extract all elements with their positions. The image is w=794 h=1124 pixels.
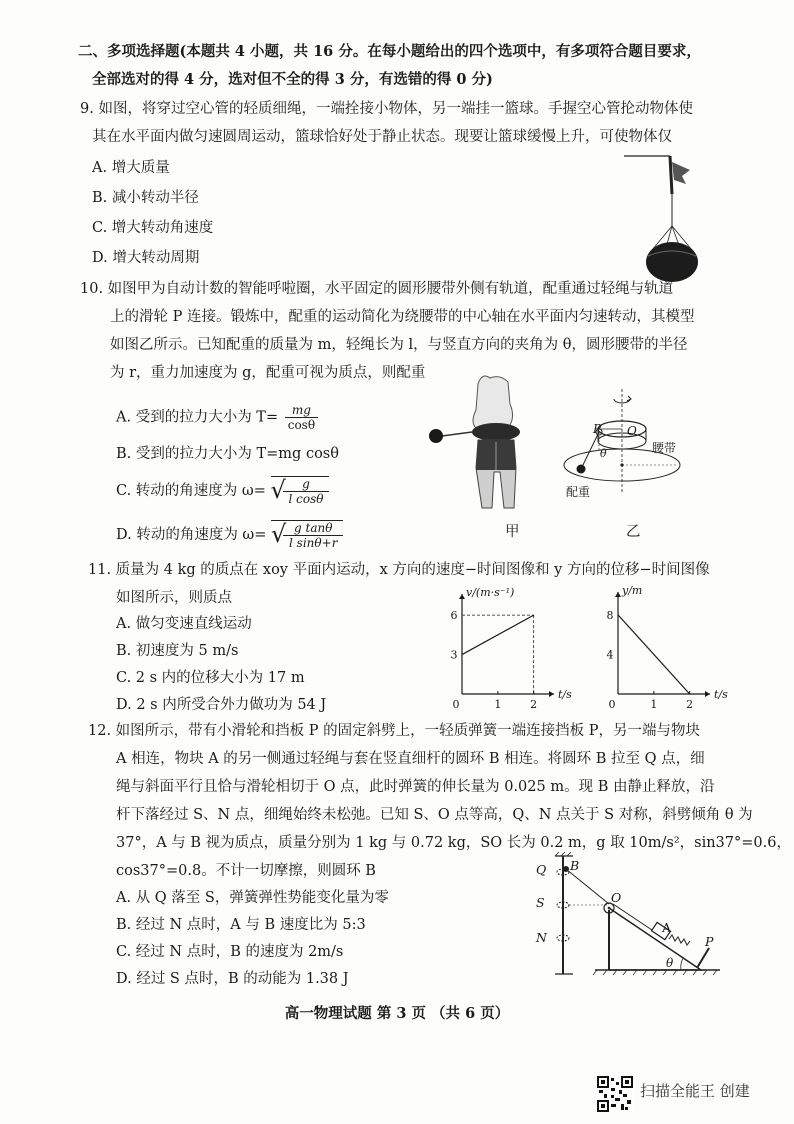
q12-stem-line5: 37°，A 与 B 视为质点，质量分别为 1 kg 与 0.72 kg，SO 长为 0.2 m，g 取 10m/s²，sin37°=0.6， [116, 835, 791, 851]
q10-figure-jia [420, 370, 540, 518]
q12-label-a: A [662, 920, 672, 935]
y-axis-label: y/m [622, 586, 643, 597]
q10-option-b: B. 受到的拉力大小为 T=mg cosθ [116, 446, 339, 462]
x-tick-label: 1 [494, 698, 502, 711]
q11-vt-chart [440, 586, 580, 714]
q11-option-c: C. 2 s 内的位移大小为 17 m [116, 670, 305, 686]
page-footer: 高一物理试题 第 3 页 （共 6 页） [284, 1005, 510, 1022]
q10-label-belt: 腰带 [652, 441, 677, 455]
x-tick-label: 2 [530, 698, 538, 711]
section-heading-line1: 二、多项选择题(本题共 4 小题，共 16 分。在每小题给出的四个选项中，有多项符合题目要求， [78, 43, 701, 60]
q12-label-q: Q [536, 862, 547, 877]
q10-a-numerator: mg [285, 403, 318, 418]
q9-option-a: A. 增大质量 [92, 160, 170, 176]
q11-option-b: B. 初速度为 5 m/s [116, 643, 239, 659]
q10-option-a [116, 403, 318, 432]
q9-stem-line2: 其在水平面内做匀速圆周运动，篮球恰好处于静止状态。现要让篮球缓慢上升，可使物体仅 [92, 129, 672, 145]
q10-d-denominator: l sinθ+r [289, 536, 338, 550]
q10-label-p: P [593, 422, 602, 436]
x-tick-label: 0 [608, 698, 616, 711]
q12-option-d: D. 经过 S 点时，B 的动能为 1.38 J [116, 971, 349, 987]
q10-a-denominator: cosθ [287, 418, 316, 432]
x-axis-label: t/s [558, 688, 572, 701]
q12-option-a: A. 从 Q 落至 S，弹簧弹性势能变化量为零 [116, 890, 389, 906]
y-tick-label: 8 [606, 608, 614, 622]
series-line [462, 615, 534, 654]
q9-option-c: C. 增大转动角速度 [92, 220, 214, 236]
q10-d-numerator: g tanθ [283, 521, 343, 536]
q10-stem-line3: 如图乙所示。已知配重的质量为 m，轻绳长为 l，与竖直方向的夹角为 θ，圆形腰带的半径 [110, 337, 688, 353]
x-axis-arrow [705, 691, 710, 697]
q10-caption-jia: 甲 [505, 524, 520, 540]
q12-stem-line6: cos37°=0.8。不计一切摩擦，则圆环 B [116, 863, 376, 879]
q12-label-o: O [611, 890, 622, 905]
q9-stem-line1: 9. 如图，将穿过空心管的轻质细绳，一端拴接小物体，另一端挂一篮球。手握空心管抡动物体使 [80, 101, 693, 117]
q10-c-numerator: g [283, 477, 330, 492]
q10-stem-line2: 上的滑轮 P 连接。锻炼中，配重的运动简化为绕腰带的中心轴在水平面内匀速转动，其模型 [110, 309, 695, 325]
q12-label-s: S [536, 895, 545, 910]
q12-stem-line3: 绳与斜面平行且恰与滑轮相切于 O 点，此时弹簧的伸长量为 0.025 m。现 B 由静止释放，沿 [116, 779, 715, 795]
q11-yt-chart [600, 586, 728, 714]
q9-figure [600, 150, 710, 285]
incline-wedge [609, 908, 701, 970]
x-axis-arrow [549, 691, 554, 697]
counterweight-icon [577, 465, 586, 474]
q12-label-theta: θ [666, 956, 674, 970]
y-axis-arrow [615, 592, 621, 597]
y-tick-label: 3 [450, 648, 458, 662]
y-tick-label: 4 [606, 648, 614, 662]
waist-belt-icon [472, 423, 520, 441]
q12-option-c: C. 经过 N 点时，B 的速度为 2m/s [116, 944, 344, 960]
q12-option-b: B. 经过 N 点时，A 与 B 速度比为 5:3 [116, 917, 366, 933]
qr-code-icon [597, 1076, 633, 1112]
q12-stem-line2: A 相连，物块 A 的另一侧通过轻绳与套在竖直细杆的圆环 B 相连。将圆环 B 拉至 Q 点，细 [116, 751, 705, 767]
q12-label-p: P [705, 934, 714, 949]
x-tick-label: 2 [686, 698, 694, 711]
basketball-icon [646, 242, 698, 282]
q11-stem-line2: 如图所示，则质点 [116, 590, 232, 606]
x-tick-label: 1 [650, 698, 658, 711]
q11-option-a: A. 做匀变速直线运动 [116, 616, 252, 632]
hand-icon [672, 162, 690, 184]
spring-icon [669, 935, 690, 945]
q12-stem-line1: 12. 如图所示，带有小滑轮和挡板 P 的固定斜劈上，一轻质弹簧一端连接挡板 P，另一端与物块 [88, 723, 701, 739]
q10-option-d: D. 转动的角速度为 ω= √ g tanθ l sinθ+r [116, 520, 343, 550]
q11-option-d: D. 2 s 内所受合外力做功为 54 J [116, 697, 327, 713]
q9-option-b: B. 减小转动半径 [92, 190, 199, 206]
x-tick-label: 0 [452, 698, 460, 711]
q10-label-weight: 配重 [566, 485, 591, 499]
q10-label-theta: θ [600, 447, 607, 460]
q10-option-a-text: A. 受到的拉力大小为 T= [116, 409, 279, 426]
q10-stem-line1: 10. 如图甲为自动计数的智能呼啦圈，水平固定的圆形腰带外侧有轨道，配重通过轻绳与轨道 [80, 281, 674, 297]
weight-ball-icon [429, 429, 443, 443]
q10-label-o: O [627, 424, 637, 438]
q12-label-n: N [536, 930, 547, 945]
q12-stem-line4: 杆下落经过 S、N 点，细绳始终未松弛。已知 S、O 点等高，Q、N 点关于 S 对称，斜劈倾角 θ 为 [116, 807, 753, 823]
q11-stem-line1: 11. 质量为 4 kg 的质点在 xoy 平面内运动，x 方向的速度−时间图像和 y 方向的位移−时间图像 [88, 562, 710, 578]
q12-figure [525, 852, 725, 982]
y-axis-label: v/(m·s⁻¹) [466, 586, 515, 599]
q10-stem-line4: 为 r，重力加速度为 g，配重可视为质点，则配重 [110, 365, 426, 381]
series-line [618, 615, 690, 694]
q12-label-b: B [570, 858, 580, 873]
q10-option-c: C. 转动的角速度为 ω= √ g l cosθ [116, 476, 329, 506]
section-heading-line2: 全部选对的得 4 分，选对但不全的得 3 分，有选错的得 0 分) [92, 71, 493, 88]
q10-option-c-text: C. 转动的角速度为 ω= [116, 483, 266, 499]
q10-option-d-text: D. 转动的角速度为 ω= [116, 527, 267, 543]
y-axis-arrow [459, 594, 465, 599]
q10-c-denominator: l cosθ [288, 492, 324, 506]
x-axis-label: t/s [714, 688, 728, 701]
scanner-watermark: 扫描全能王 创建 [640, 1082, 750, 1100]
q9-option-d: D. 增大转动周期 [92, 250, 200, 266]
y-tick-label: 6 [450, 609, 458, 623]
q10-caption-yi: 乙 [626, 524, 641, 540]
